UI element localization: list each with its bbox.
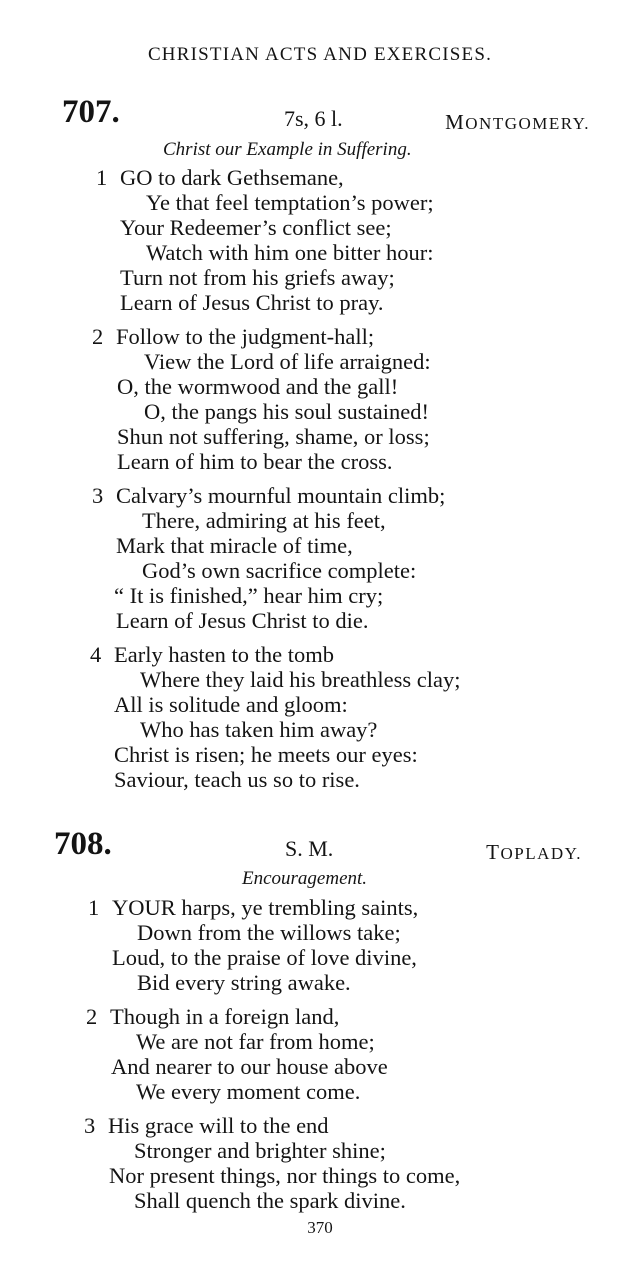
verse-line: Watch with him one bitter hour: <box>146 240 434 265</box>
verse-line: Mark that miracle of time, <box>116 533 353 558</box>
verse-number: 1 <box>96 165 108 190</box>
hymn-meter: 7s, 6 l. <box>284 106 343 131</box>
verse-number: 2 <box>92 324 104 349</box>
verse-line: God’s own sacrifice complete: <box>142 558 417 583</box>
hymn-number: 707. <box>62 94 120 130</box>
verse-line: Nor present things, nor things to come, <box>109 1163 461 1188</box>
verse-line: Learn of Jesus Christ to pray. <box>120 290 384 315</box>
verse-line: 1 YOUR harps, ye trembling saints, <box>88 895 419 920</box>
hymn-author: TOPLADY. <box>486 840 582 864</box>
hymn-meter: S. M. <box>285 836 334 861</box>
verse-line: O, the wormwood and the gall! <box>117 374 399 399</box>
verse-line: Your Redeemer’s conflict see; <box>120 215 392 240</box>
verse-line: Ye that feel temptation’s power; <box>146 190 434 215</box>
verse-line: View the Lord of life arraigned: <box>144 349 431 374</box>
page-number: 370 <box>307 1218 333 1237</box>
verse-line: Shun not suffering, shame, or loss; <box>117 424 430 449</box>
verse-line: 1 GO to dark Gethsemane, <box>96 165 344 190</box>
verse-line: All is solitude and gloom: <box>114 692 348 717</box>
running-head: CHRISTIAN ACTS AND EXERCISES. <box>147 44 493 65</box>
verse-line: Down from the willows take; <box>137 920 401 945</box>
verse-line: And nearer to our house above <box>111 1054 388 1079</box>
verse-number: 3 <box>92 483 104 508</box>
verse-line: Shall quench the spark divine. <box>134 1188 406 1213</box>
verse-number: 3 <box>84 1113 96 1138</box>
verse-line: Bid every string awake. <box>137 970 351 995</box>
verse-line: 3 Calvary’s mournful mountain climb; <box>92 483 446 508</box>
verse-number: 1 <box>88 895 100 920</box>
verse-line: 2 Follow to the judgment-hall; <box>92 324 375 349</box>
verse-line: Saviour, teach us so to rise. <box>114 767 360 792</box>
verse-line: 4 Early hasten to the tomb <box>90 642 334 667</box>
verse-line: Turn not from his griefs away; <box>120 265 395 290</box>
verse-line: Learn of him to bear the cross. <box>117 449 393 474</box>
verse-line: Christ is risen; he meets our eyes: <box>114 742 418 767</box>
hymn-number: 708. <box>54 826 112 862</box>
verse-line: 2 Though in a foreign land, <box>86 1004 340 1029</box>
hymn-author: MONTGOMERY. <box>445 110 590 134</box>
hymn-subtitle: Christ our Example in Suffering. <box>163 139 412 160</box>
verse-number: 2 <box>86 1004 98 1029</box>
verse-line: Learn of Jesus Christ to die. <box>116 608 369 633</box>
verse-number: 4 <box>90 642 102 667</box>
verse-line: O, the pangs his soul sustained! <box>144 399 429 424</box>
verse-line: Loud, to the praise of love divine, <box>112 945 417 970</box>
verse-line: We are not far from home; <box>136 1029 375 1054</box>
verse-line: We every moment come. <box>136 1079 361 1104</box>
hymn-subtitle: Encouragement. <box>242 868 368 889</box>
verse-line: There, admiring at his feet, <box>142 508 386 533</box>
verse-line: Where they laid his breathless clay; <box>140 667 461 692</box>
verse-line: “ It is finished,” hear him cry; <box>114 583 384 608</box>
verse-line: Stronger and brighter shine; <box>134 1138 386 1163</box>
verse-line: Who has taken him away? <box>140 717 378 742</box>
verse-line: 3 His grace will to the end <box>84 1113 329 1138</box>
